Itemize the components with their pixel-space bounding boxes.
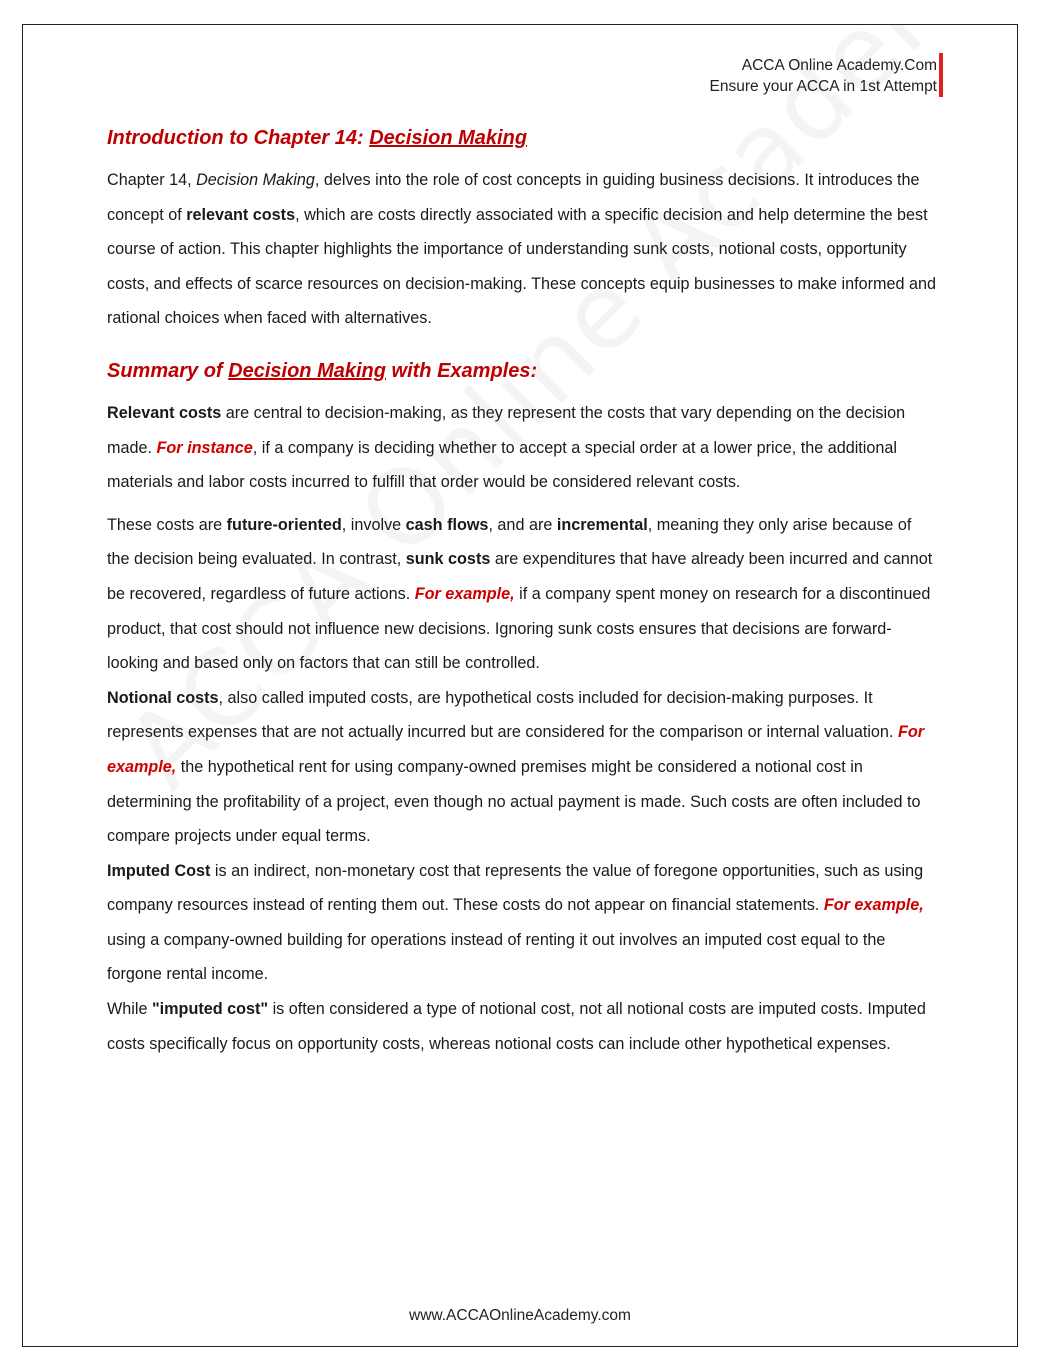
p2-bold-3: incremental <box>556 515 648 534</box>
p3-text-b: the hypothetical rent for using company-owned premises might be considered a notional cost in determining the profitability of a project, even though no actual payment is made. Such costs are often included to compare projects under equal terms. <box>107 757 921 846</box>
intro-heading-prefix: Introduction to Chapter 14: <box>107 127 370 149</box>
intro-text-b: , delves into the role of cost concepts in guiding business decisions. It introduces the concept of <box>107 171 920 224</box>
summary-heading-prefix: Summary of <box>107 359 229 382</box>
p1-text-b: , if a company is deciding whether to accept a special order at a lower price, the additional materials and labor costs incurred to fulfill that order would be considered relevant costs. <box>107 438 898 492</box>
relevant-costs-paragraph <box>107 396 937 500</box>
p1-text-a: are central to decision-making, as they represent the costs that vary depending on the decision made. <box>107 403 906 457</box>
sunk-costs-paragraph <box>107 508 937 681</box>
intro-heading-topic: Decision Making <box>369 127 528 149</box>
intro-text-bold: relevant costs <box>186 205 296 224</box>
p2-example-label: For example, <box>414 584 515 603</box>
notional-costs-paragraph <box>107 681 937 854</box>
document-page <box>22 24 1018 1347</box>
page-content <box>107 121 937 1061</box>
page-header <box>710 55 937 97</box>
p2-bold-1: future-oriented <box>226 515 342 534</box>
p5-text-b: is often considered a type of notional cost, not all notional costs are imputed costs. Imputed costs specifically focus on opportunity costs, whereas notional costs can include other hypothetical expenses. <box>107 1000 926 1053</box>
intro-text-a: Chapter 14, <box>107 171 197 189</box>
summary-heading-topic: Decision Making <box>228 359 386 382</box>
header-line-2: Ensure your ACCA in 1st Attempt <box>709 78 937 95</box>
p3-bold: Notional costs <box>107 688 219 707</box>
p1-example-label: For instance <box>156 438 253 457</box>
intro-paragraph <box>107 163 937 336</box>
header-line-1: ACCA Online Academy.Com <box>741 57 937 74</box>
p4-text-b: using a company-owned building for operations instead of renting it out involves an imputed cost equal to the forgone rental income. <box>107 930 886 984</box>
imputed-cost-paragraph <box>107 854 937 992</box>
p5-text-a: While <box>107 1000 152 1019</box>
p4-example-label: For example, <box>823 896 924 915</box>
intro-text-c: , which are costs directly associated with a specific decision and help determine the best course of action. This chapter highlights the importance of understanding sunk costs, notional costs, opportunity costs, and effects of scarce resources on decision-making. These concepts equip businesses to make informed and rational choices when faced with alternatives. <box>107 205 937 328</box>
p5-bold: "imputed cost" <box>151 1000 269 1019</box>
summary-heading-suffix: with Examples: <box>385 359 538 382</box>
p3-example-label: For example, <box>107 723 925 776</box>
summary-heading <box>107 354 937 388</box>
p2-bold-2: cash flows <box>405 515 489 534</box>
header-accent-bar <box>939 53 943 97</box>
p2-text-e: are expenditures that have already been incurred and cannot be recovered, regardless of future actions. <box>107 550 933 603</box>
p2-text-b: , involve <box>341 515 406 534</box>
p4-bold: Imputed Cost <box>107 861 211 880</box>
p2-text-d: , meaning they only arise because of the decision being evaluated. In contrast, <box>107 515 912 569</box>
imputed-vs-notional-paragraph <box>107 992 937 1061</box>
p2-bold-4: sunk costs <box>405 550 491 569</box>
p2-text-f: if a company spent money on research for a discontinued product, that cost should not influence new decisions. Ignoring sunk costs ensures that decisions are forward-looking and based only on factors that can still be controlled. <box>107 584 931 673</box>
p2-text-a: These costs are <box>107 515 227 534</box>
intro-text-italic: Decision Making <box>196 171 315 189</box>
p3-text-a: , also called imputed costs, are hypothetical costs included for decision-making purposes. It represents expenses that are not actually incurred but are considered for the comparison or internal valuation. <box>107 688 898 742</box>
p2-text-c: , and are <box>488 515 557 534</box>
p1-bold: Relevant costs <box>107 403 222 422</box>
intro-heading <box>107 121 937 155</box>
p4-text-a: is an indirect, non-monetary cost that represents the value of foregone opportunities, such as using company resources instead of renting them out. These costs do not appear on financial statements. <box>107 861 924 915</box>
page-footer: www.ACCAOnlineAcademy.com <box>409 1307 631 1324</box>
